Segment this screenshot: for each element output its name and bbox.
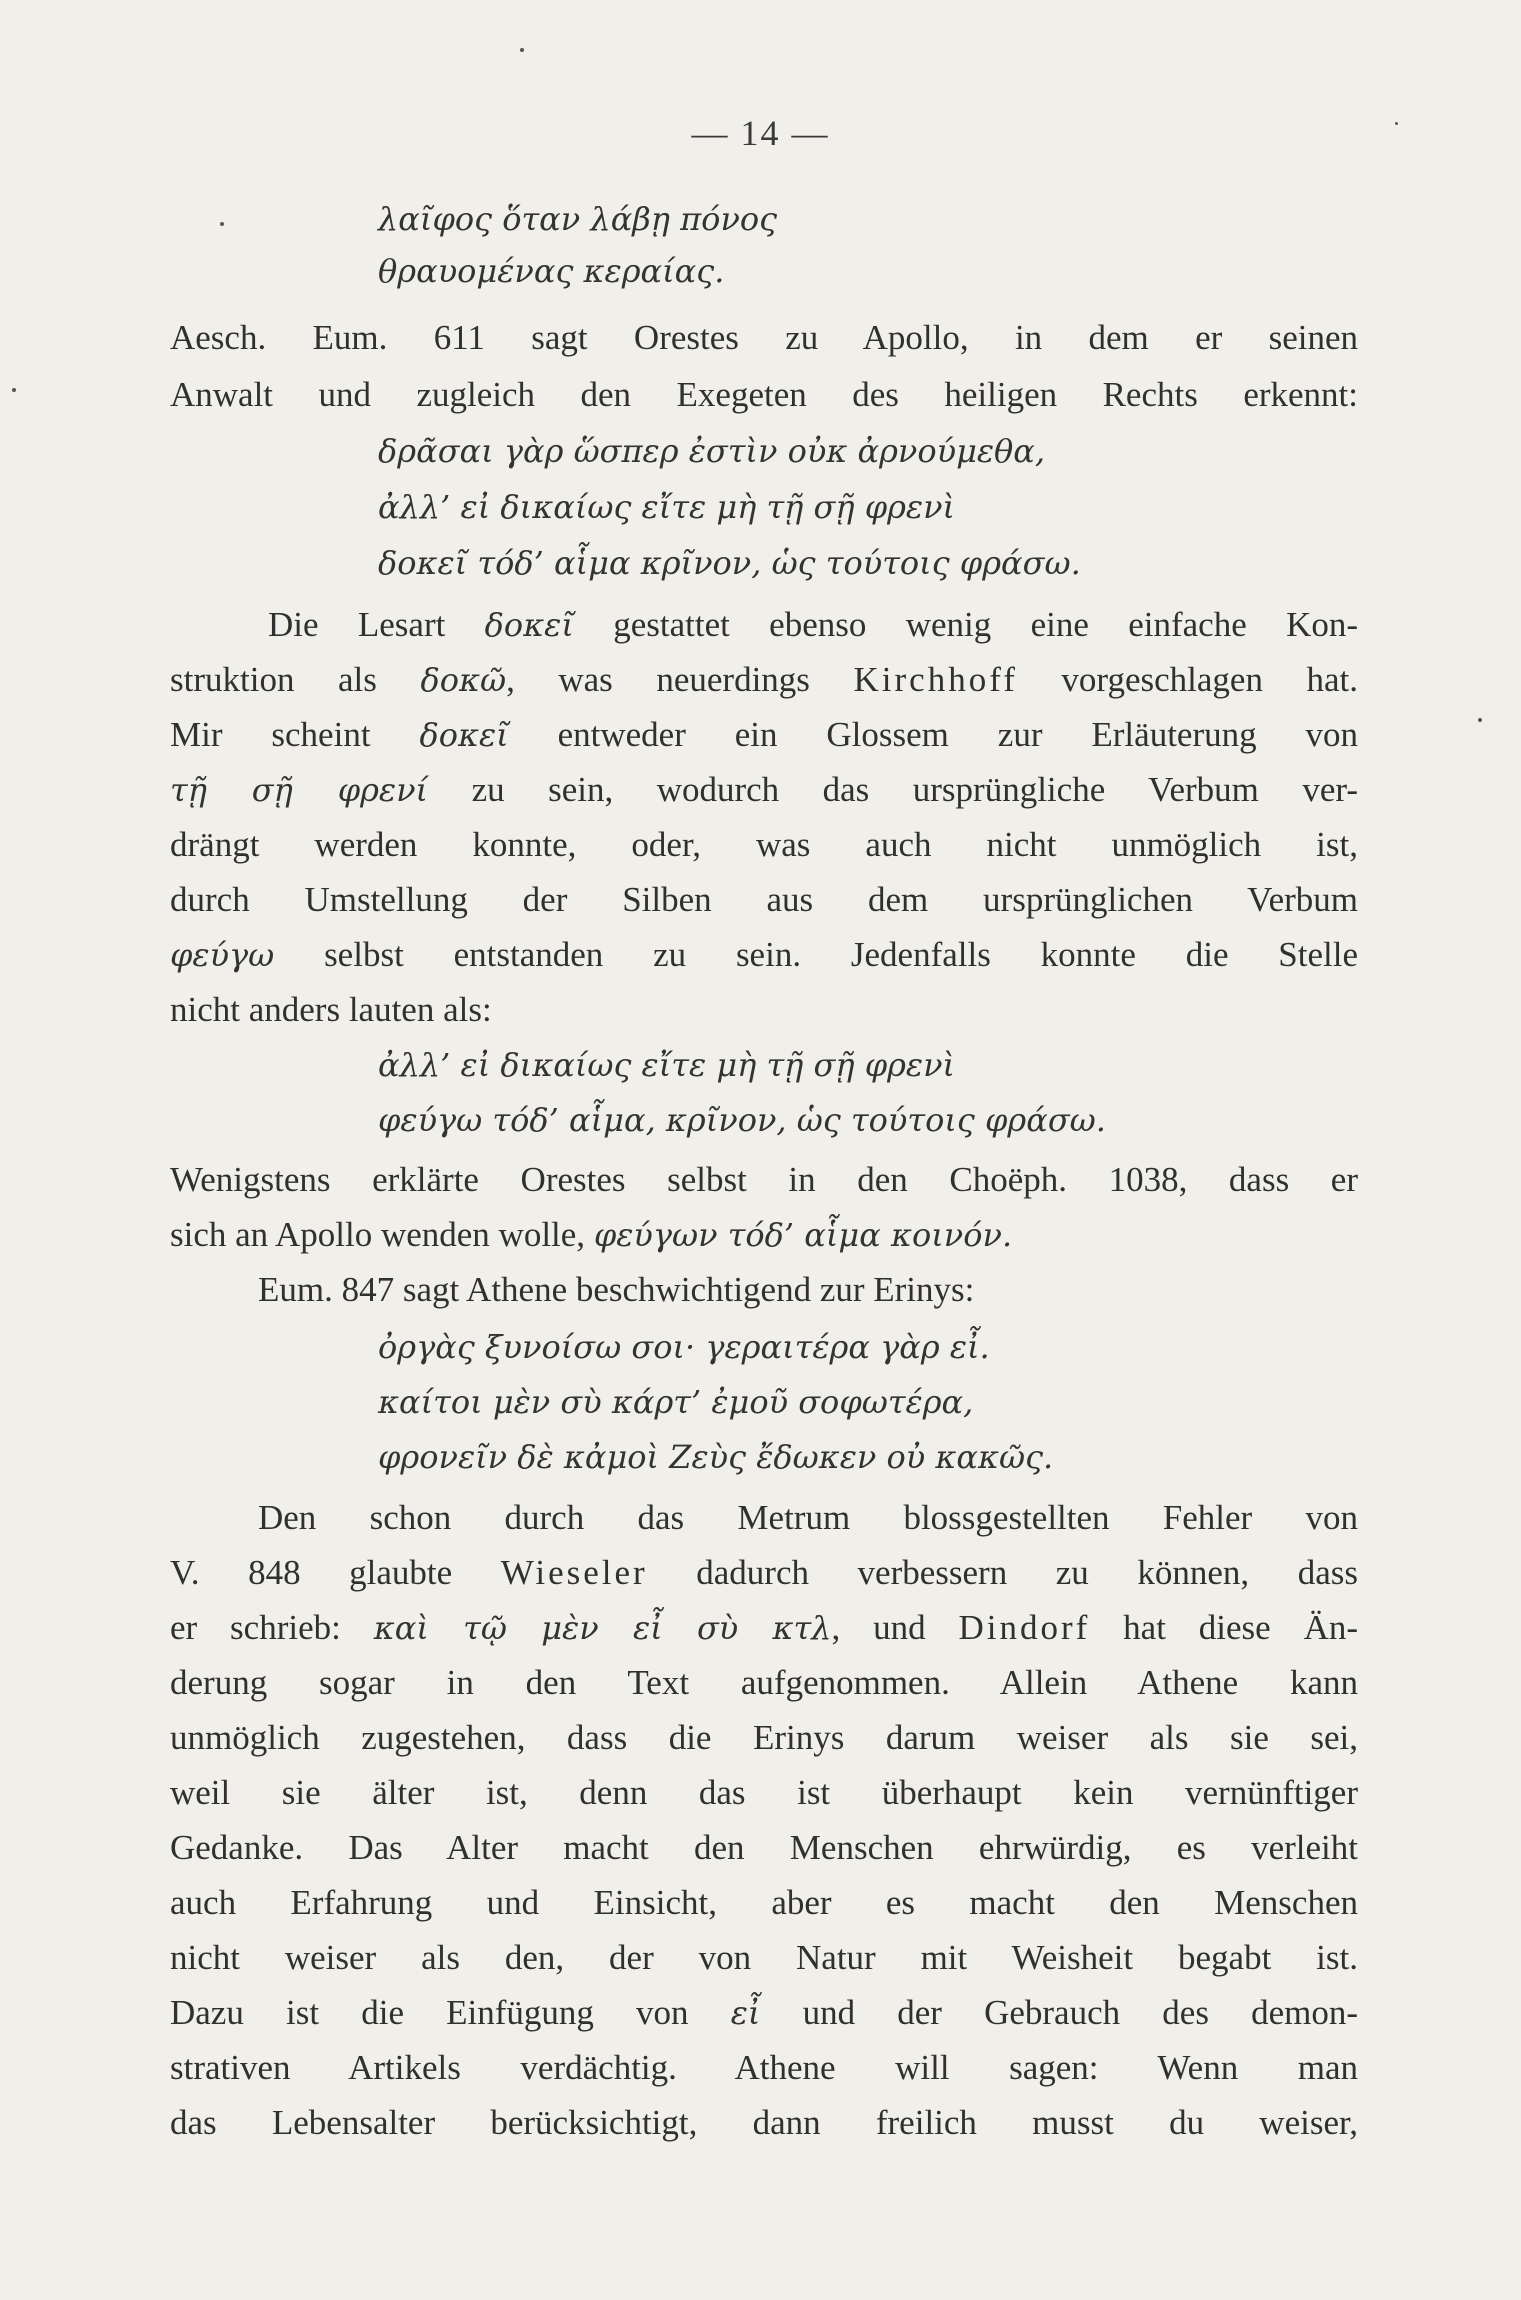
text-line: weil sie älter ist, denn das ist überhaupt kein vernünftiger (170, 1773, 1358, 1812)
verse-line: καίτοι μὲν σὺ κάρτ’ ἐμοῦ σοφωτέρα, (378, 1383, 974, 1421)
text-line: unmöglich zugestehen, dass die Erinys darum weiser als sie sei, (170, 1718, 1358, 1757)
text-line: durch Umstellung der Silben aus dem ursprünglichen Verbum (170, 880, 1358, 919)
text-line: Dazu ist die Einfügung von εἶ und der Gebrauch des demon- (170, 1993, 1359, 2032)
verse-line: λαῖφος ὅταν λάβῃ πόνος (378, 200, 778, 238)
text-line: drängt werden konnte, oder, was auch nicht unmöglich ist, (170, 825, 1358, 864)
text-line: das Lebensalter berücksichtigt, dann freilich musst du weiser, (170, 2103, 1358, 2142)
scan-speck (12, 388, 16, 392)
text-line: nicht weiser als den, der von Natur mit Weisheit begabt ist. (170, 1938, 1358, 1977)
scan-speck (1478, 718, 1482, 722)
verse-line: δοκεῖ τόδ’ αἷμα κρῖνον, ὡς τούτοις φράσω. (378, 544, 1081, 582)
text-line: Mir scheint δοκεῖ entweder ein Glossem zur Erläuterung von (170, 715, 1359, 754)
text-line: nicht anders lauten als: (170, 990, 492, 1029)
verse-line: δρᾶσαι γὰρ ὥσπερ ἐστὶν οὐκ ἀρνούμεθα, (378, 432, 1046, 470)
text-line: struktion als δοκῶ, was neuerdings Kirchhoff vorgeschlagen hat. (170, 660, 1359, 699)
text-line: strativen Artikels verdächtig. Athene will sagen: Wenn man (170, 2048, 1358, 2087)
verse-line: ἀλλ’ εἰ δικαίως εἴτε μὴ τῇ σῇ φρενὶ (378, 1046, 956, 1084)
verse-line: θραυομένας κεραίας. (378, 252, 725, 290)
text-line: Wenigstens erklärte Orestes selbst in den Choëph. 1038, dass er (170, 1160, 1358, 1199)
text-line: Eum. 847 sagt Athene beschwichtigend zur Erinys: (258, 1270, 975, 1309)
text-line: Die Lesart δοκεῖ gestattet ebenso wenig eine einfache Kon- (268, 605, 1358, 644)
text-line: Aesch. Eum. 611 sagt Orestes zu Apollo, in dem er seinen (170, 318, 1358, 357)
scan-speck (220, 222, 224, 226)
verse-line: φρονεῖν δὲ κἀμοὶ Ζεὺς ἔδωκεν οὐ κακῶς. (378, 1438, 1054, 1476)
verse-line: ἀλλ’ εἰ δικαίως εἴτε μὴ τῇ σῇ φρενὶ (378, 488, 956, 526)
verse-line: ὀργὰς ξυνοίσω σοι· γεραιτέρα γὰρ εἶ. (378, 1328, 990, 1366)
text-line: derung sogar in den Text aufgenommen. Allein Athene kann (170, 1663, 1358, 1702)
text-line: auch Erfahrung und Einsicht, aber es macht den Menschen (170, 1883, 1358, 1922)
text-line: φεύγω selbst entstanden zu sein. Jedenfalls konnte die Stelle (170, 935, 1358, 974)
scan-speck (520, 48, 524, 52)
scan-speck (1395, 122, 1398, 125)
text-line: Den schon durch das Metrum blossgestellten Fehler von (258, 1498, 1358, 1537)
text-line: er schrieb: καὶ τῷ μὲν εἶ σὺ κτλ, und Dindorf hat diese Än- (170, 1608, 1359, 1647)
verse-line: φεύγω τόδ’ αἷμα, κρῖνον, ὡς τούτοις φράσω. (378, 1101, 1106, 1139)
page-number: — 14 — (691, 113, 830, 153)
text-line: Gedanke. Das Alter macht den Menschen ehrwürdig, es verleiht (170, 1828, 1358, 1867)
text-line: sich an Apollo wenden wolle, φεύγων τόδ’ αἷμα κοινόν. (170, 1215, 1013, 1254)
text-line: V. 848 glaubte Wieseler dadurch verbessern zu können, dass (170, 1553, 1358, 1592)
text-line: τῇ σῇ φρενί zu sein, wodurch das ursprüngliche Verbum ver- (170, 770, 1359, 809)
text-line: Anwalt und zugleich den Exegeten des heiligen Rechts erkennt: (170, 375, 1358, 414)
